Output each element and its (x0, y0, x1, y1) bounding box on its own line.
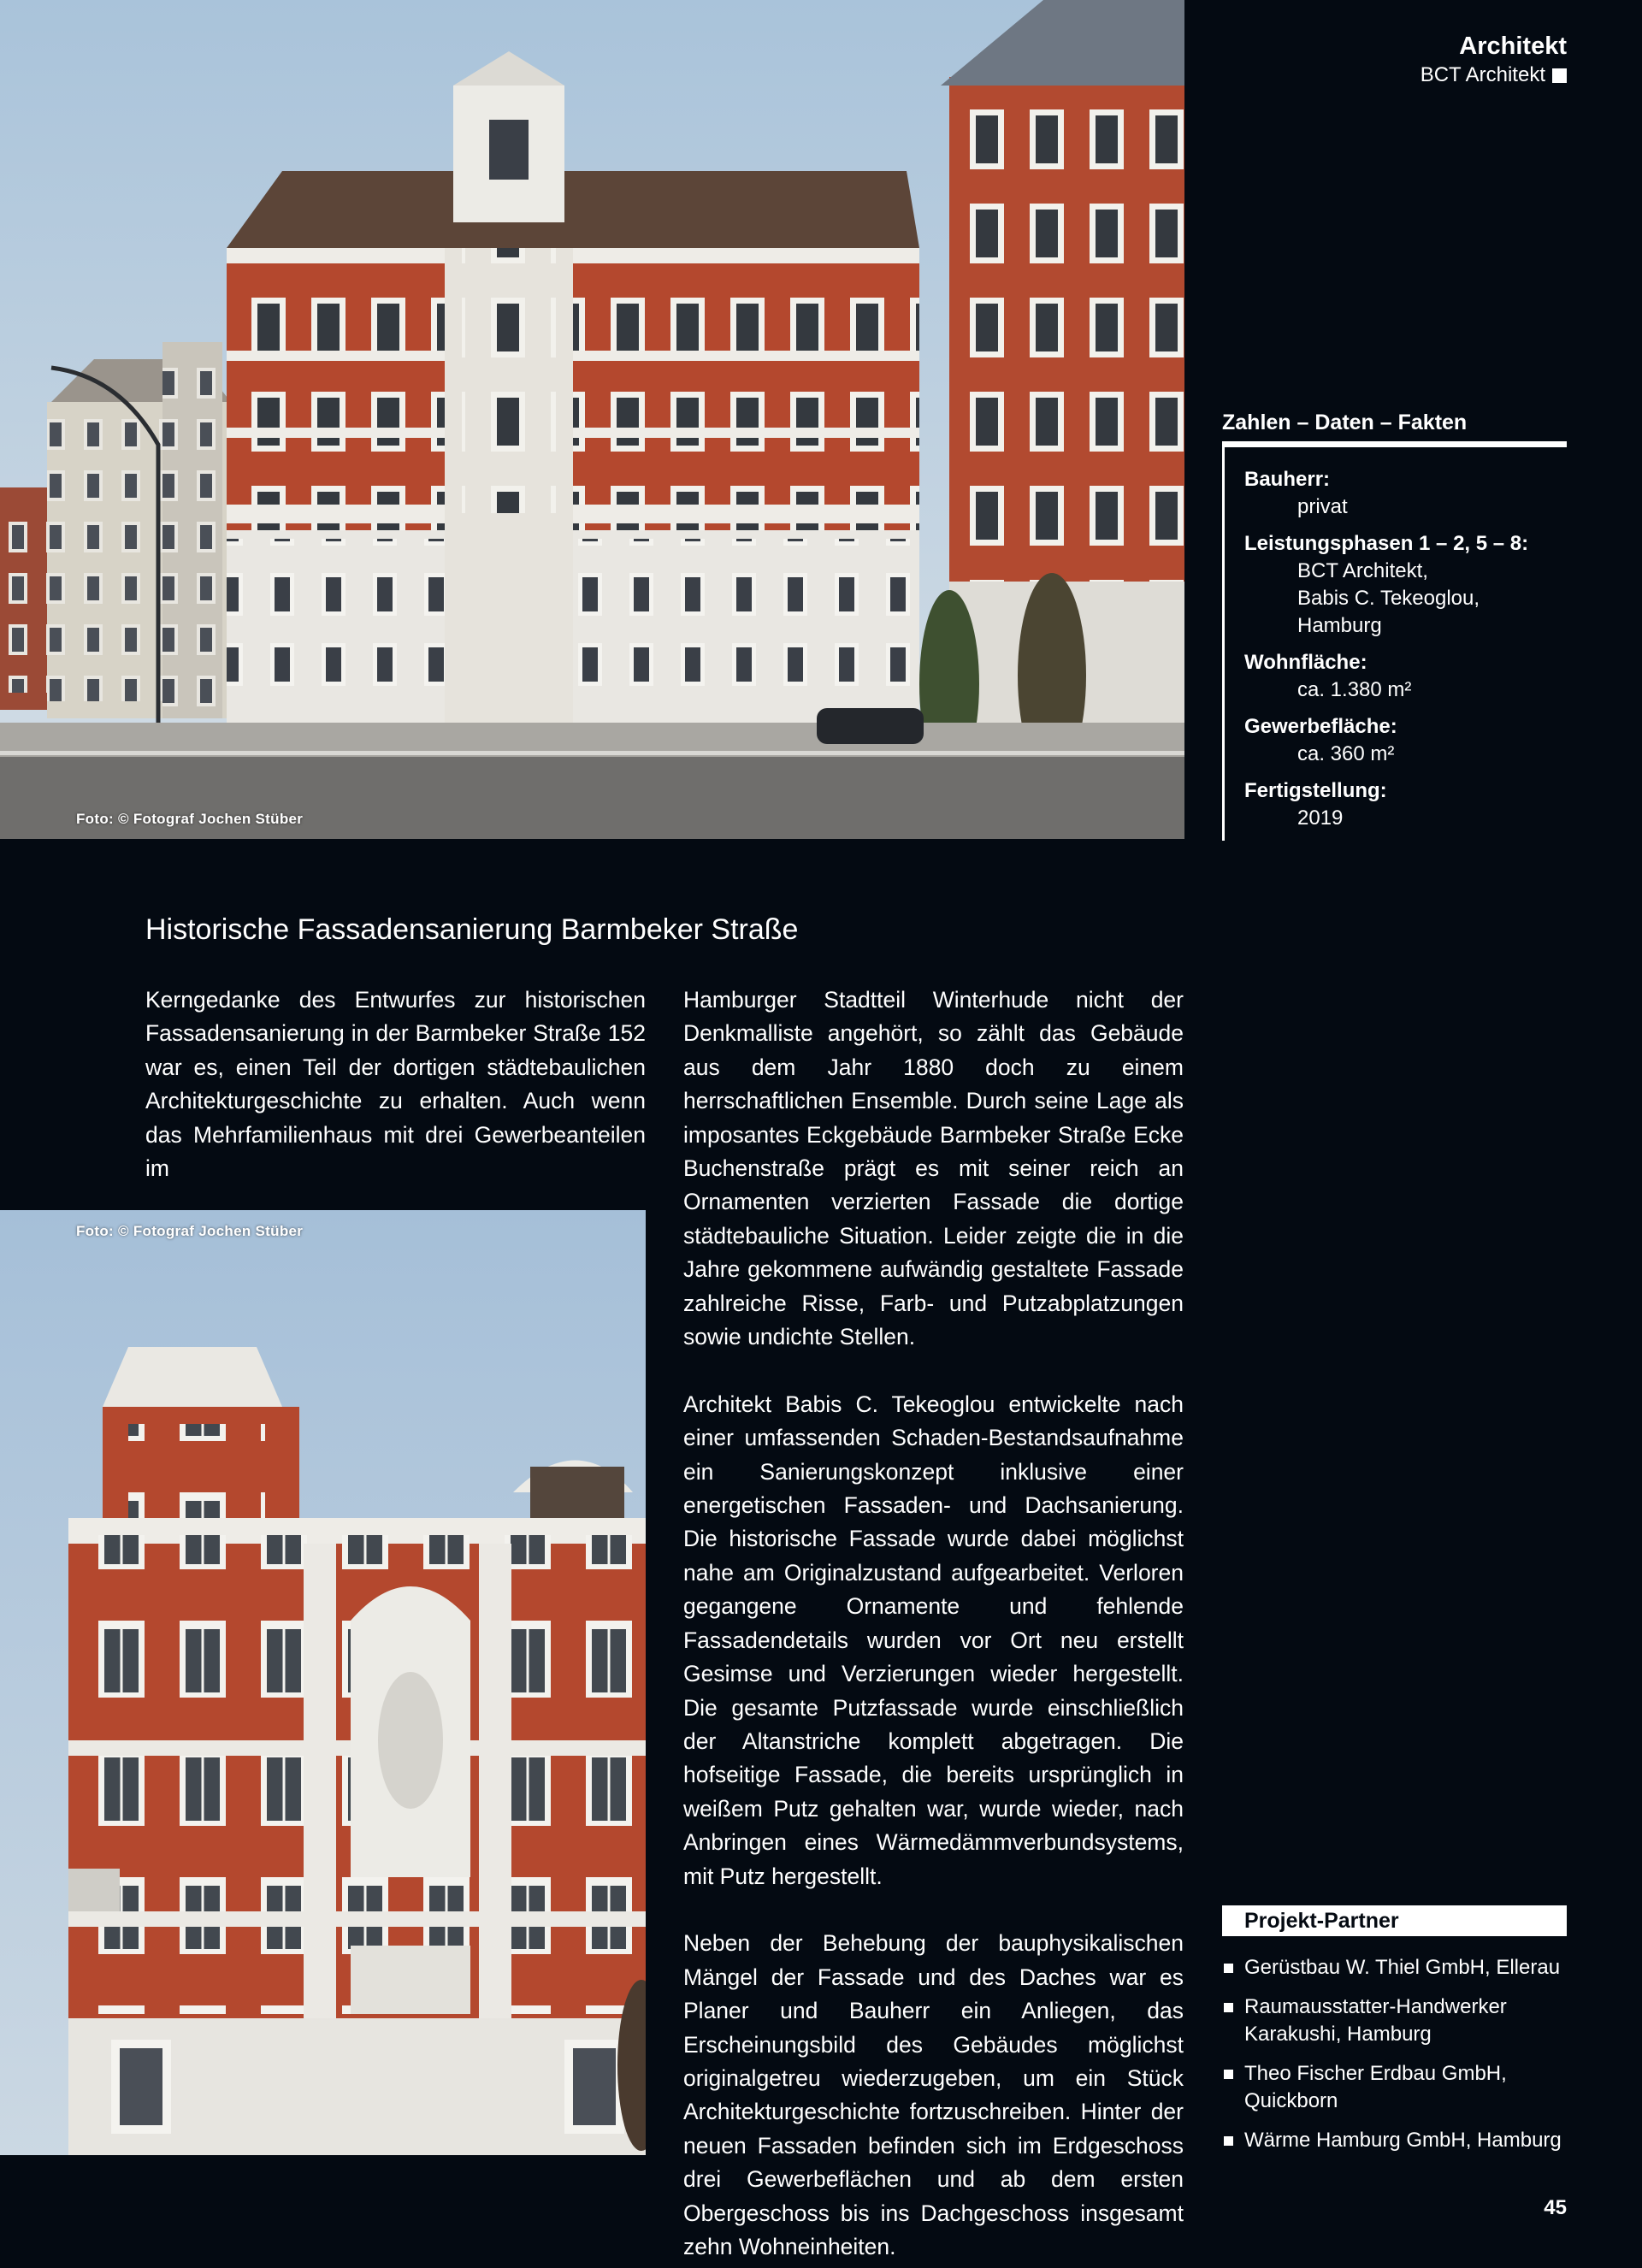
facts-list (1244, 466, 1569, 842)
facts-heading: Zahlen – Daten – Fakten (1222, 410, 1468, 434)
page-number: 45 (1544, 2196, 1567, 2219)
fact-label: Fertigstellung: (1244, 779, 1387, 802)
fact-value: ca. 360 m² (1297, 742, 1395, 765)
article-title: Historische Fassadensanierung Barmbeker Straße (145, 913, 799, 946)
article-paragraph: Architekt Babis C. Tekeoglou entwickelte nach einer umfassenden Schaden-Bestandsaufnahme ein Sanierungskonzept inklusive einer energetischen Fassaden- und Dachsanierung. Die historische Fassade wurde dabei möglichst nahe am Originalzustand aufgearbeitet. Verloren gegangene Ornamente und fehlende Fassadendetails wurden vor Ort neu erstellt Gesimse und Verzierungen wieder hergestellt. Die gesamte Putzfassade wurde einschließlich der Altanstriche komplett abgetragen. Die hofseitige Fassade, die bereits ursprünglich in weißem Putz gehalten war, wurde wieder, nach Anbringen eines Wärmedämmverbundsystems, mit Putz hergestellt. (683, 1391, 1184, 1889)
article-paragraph: Neben der Behebung der bauphysikalischen Mängel der Fassade und des Daches war es Planer und Bauherr ein Anliegen, das Erscheinungsbild des Gebäudes möglichst originalgetreu wiederzugeben, um ein Stück Architekturgeschichte fortzuschreiben. Hinter der neuen Fassaden befinden sich im Erdgeschoss drei Gewerbeflächen und ab dem ersten Obergeschoss bis ins Dachgeschoss insgesamt zehn Wohneinheiten. (683, 1930, 1184, 2259)
top-building-photo (0, 0, 1184, 839)
partner-item: Theo Fischer Erdbau GmbH, Quickborn (1222, 2060, 1568, 2115)
fact-label: Bauherr: (1244, 468, 1331, 491)
article-column-right (683, 983, 1184, 2264)
architect-name: BCT Architekt (1420, 63, 1545, 86)
section-subtitle (1421, 63, 1567, 87)
fact-label: Gewerbefläche: (1244, 715, 1397, 738)
section-title: Architekt (1459, 32, 1567, 60)
fact-value: ca. 1.380 m² (1297, 678, 1412, 701)
fact-label: Wohnfläche: (1244, 651, 1367, 674)
article-paragraph: Kerngedanke des Entwurfes zur historischen Fassadensanierung in der Barmbeker Straße 152 war es, einen Teil der dortigen städtebaulichen Architekturgeschichte zu erhalten. Auch wenn das Mehrfamilienhaus mit drei Gewerbeanteilen im (145, 987, 646, 1182)
fact-value: 2019 (1297, 806, 1344, 830)
partners-heading: Projekt-Partner (1222, 1905, 1567, 1936)
fact-item (1244, 713, 1569, 768)
article-paragraph: Hamburger Stadtteil Winterhude nicht der Denkmalliste angehört, so zählt das Gebäude aus dem Jahr 1880 doch zu einem herrschaftlichen Ensemble. Durch seine Lage als imposantes Eckgebäude Barmbeker Straße Ecke Buchenstraße prägt es mit seiner reich an Ornamenten verzierten Fassade die dortige städtebauliche Situation. Leider zeigte die in die Jahre gekommene aufwändig gestaltete Fassade zahlreiche Risse, Farb- und Putzabplatzungen sowie undichte Stellen. (683, 987, 1184, 1350)
facts-rule (1222, 441, 1567, 447)
fact-item (1244, 530, 1569, 640)
square-bullet-icon (1552, 68, 1567, 83)
fact-label: Leistungsphasen 1 – 2, 5 – 8: (1244, 532, 1529, 555)
top-photo-credit: Foto: © Fotograf Jochen Stüber (76, 811, 304, 827)
facade-detail-photo (0, 1210, 646, 2155)
fact-item (1244, 466, 1569, 521)
fact-item (1244, 777, 1569, 832)
fact-value: BCT Architekt, Babis C. Tekeoglou, Hamburg (1297, 559, 1480, 637)
fact-item (1244, 649, 1569, 704)
facts-side-rule (1222, 447, 1225, 841)
article-column-left (145, 983, 646, 1185)
fact-value: privat (1297, 495, 1348, 518)
partner-item: Raumausstatter-Handwerker Karakushi, Hamburg (1222, 1993, 1568, 2048)
partner-item: Wärme Hamburg GmbH, Hamburg (1222, 2127, 1568, 2154)
partner-item: Gerüstbau W. Thiel GmbH, Ellerau (1222, 1954, 1568, 1982)
bottom-photo-credit: Foto: © Fotograf Jochen Stüber (76, 1223, 304, 1239)
partners-list (1222, 1954, 1568, 2166)
